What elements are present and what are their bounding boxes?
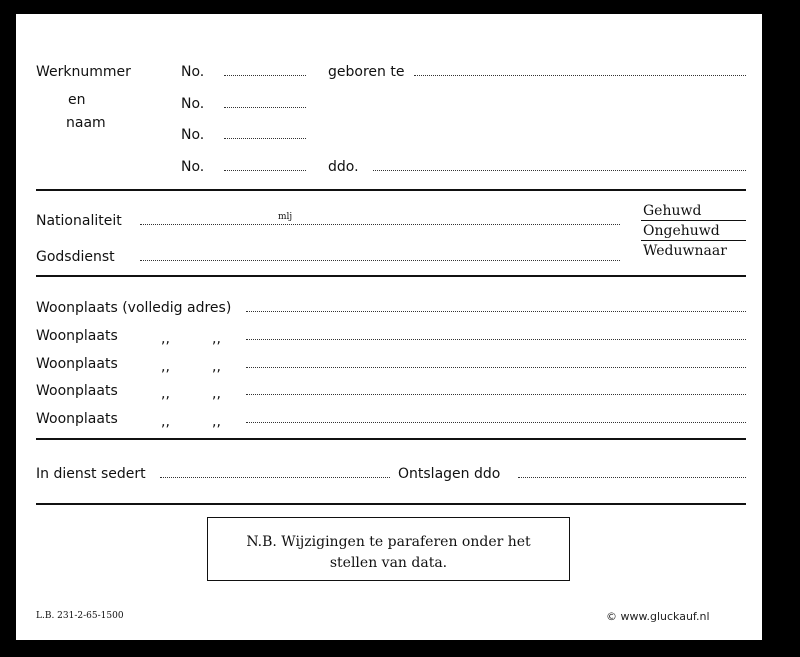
no-field-3[interactable] — [224, 138, 306, 139]
divider — [36, 503, 746, 505]
woonplaats-label-5: Woonplaats — [36, 411, 118, 427]
no-field-2[interactable] — [224, 107, 306, 108]
no-label-4: No. — [181, 159, 205, 175]
woonplaats-field-2[interactable] — [246, 339, 746, 340]
godsdienst-label: Godsdienst — [36, 249, 115, 265]
woonplaats-field-4[interactable] — [246, 394, 746, 395]
ditto-mark: ,, — [161, 414, 170, 430]
status-separator — [641, 240, 746, 241]
ditto-mark: ,, — [212, 359, 221, 375]
no-field-1[interactable] — [224, 75, 306, 76]
no-label-1: No. — [181, 64, 205, 80]
woonplaats-label-1: Woonplaats (volledig adres) — [36, 300, 232, 316]
gehuwd-option[interactable]: Gehuwd — [643, 203, 702, 219]
divider — [36, 189, 746, 191]
woonplaats-label-4: Woonplaats — [36, 383, 118, 399]
no-field-4[interactable] — [224, 170, 306, 171]
form-card — [16, 14, 762, 640]
ddo-label: ddo. — [328, 159, 359, 175]
werknummer-label: Werknummer — [36, 64, 131, 80]
naam-label: naam — [66, 115, 106, 131]
woonplaats-label-3: Woonplaats — [36, 356, 118, 372]
notice-line-1: N.B. Wijzigingen te paraferen onder het — [246, 534, 531, 550]
divider — [36, 438, 746, 440]
ddo-field[interactable] — [373, 170, 746, 171]
divider — [36, 275, 746, 277]
godsdienst-field[interactable] — [140, 260, 620, 261]
woonplaats-label-2: Woonplaats — [36, 328, 118, 344]
ontslagen-field[interactable] — [518, 477, 746, 478]
nationaliteit-field[interactable] — [140, 224, 620, 225]
nationaliteit-label: Nationaliteit — [36, 213, 122, 229]
in-dienst-label: In dienst sedert — [36, 466, 146, 482]
geboren-te-field[interactable] — [414, 75, 746, 76]
notice-line-2: stellen van data. — [329, 555, 448, 571]
copyright-text: © www.gluckauf.nl — [606, 610, 710, 623]
mlj-mark: mlj — [278, 212, 293, 222]
ontslagen-label: Ontslagen ddo — [398, 466, 501, 482]
ditto-mark: ,, — [161, 386, 170, 402]
en-label: en — [68, 92, 86, 108]
no-label-2: No. — [181, 96, 205, 112]
ditto-mark: ,, — [212, 331, 221, 347]
notice-box — [207, 517, 570, 581]
status-separator — [641, 220, 746, 221]
woonplaats-field-1[interactable] — [246, 311, 746, 312]
ongehuwd-option[interactable]: Ongehuwd — [643, 223, 720, 239]
no-label-3: No. — [181, 127, 205, 143]
woonplaats-field-3[interactable] — [246, 367, 746, 368]
form-code: L.B. 231-2-65-1500 — [36, 611, 124, 621]
in-dienst-field[interactable] — [160, 477, 390, 478]
ditto-mark: ,, — [212, 386, 221, 402]
ditto-mark: ,, — [161, 359, 170, 375]
weduwnaar-option[interactable]: Weduwnaar — [643, 243, 727, 259]
ditto-mark: ,, — [212, 414, 221, 430]
ditto-mark: ,, — [161, 331, 170, 347]
woonplaats-field-5[interactable] — [246, 422, 746, 423]
geboren-te-label: geboren te — [328, 64, 405, 80]
